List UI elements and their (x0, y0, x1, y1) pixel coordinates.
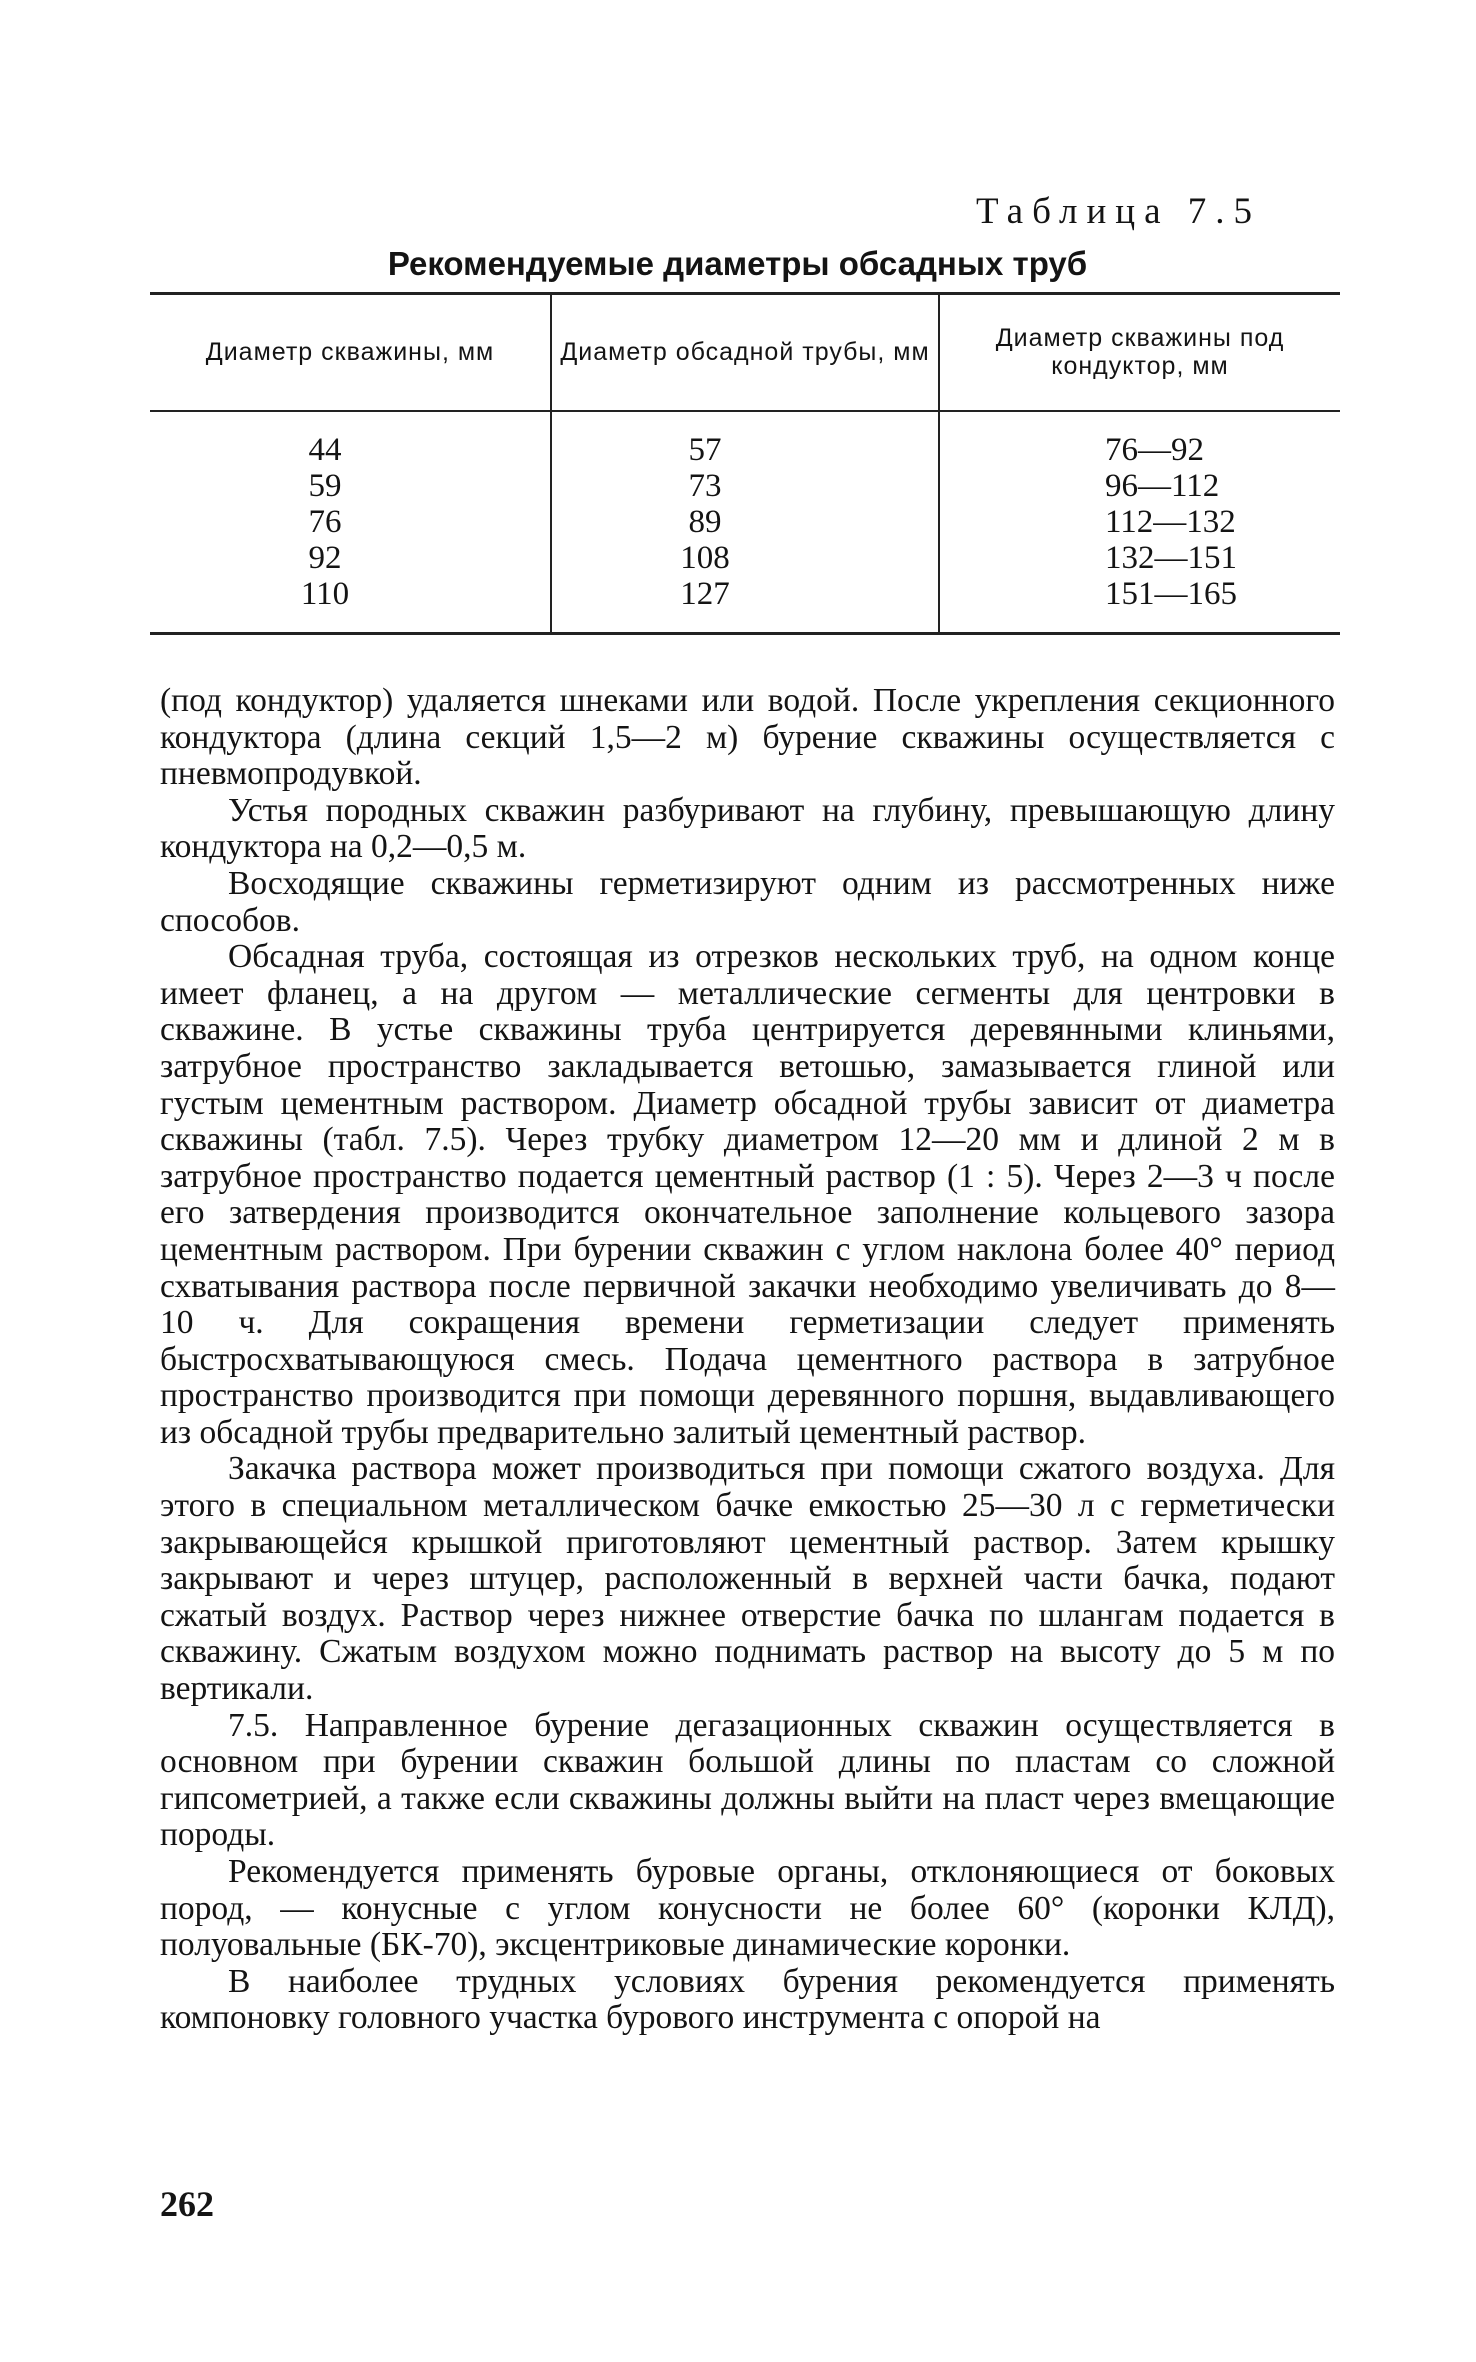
table-label: Таблица 7.5 (976, 191, 1261, 232)
paragraph: Восходящие скважины герметизируют одним из рассмотренных ниже способов. (160, 864, 1335, 939)
table-cell: 127 (680, 576, 730, 612)
paragraph: В наиболее трудных условиях бурения рекомендуется применять компоновку головного участка бурового инструмента с опорой на (160, 1962, 1335, 2037)
table-cell: 89 (688, 504, 722, 540)
paragraph: Закачка раствора может производиться при помощи сжатого воздуха. Для этого в специальном металлическом бачке емкостью 25—30 л с герметически закрывающейся крышкой приготовляют цементный раствор. Затем крышку закрывают и через штуцер, расположенный в верхней части бачка, подают сжатый воздух. Раствор через нижнее отверстие бачка по шлангам подается в скважину. Сжатым воздухом можно поднимать раствор на высоту до 5 м по вертикали. (160, 1450, 1335, 1708)
table-cell: 151—165 (1105, 576, 1237, 612)
table-title: Рекомендуемые диаметры обсадных труб (387, 245, 1088, 282)
table-cell: 73 (688, 468, 722, 504)
table-cell: 112—132 (1105, 504, 1236, 540)
table-cell: 132—151 (1105, 540, 1237, 576)
paragraph: (под кондуктор) удаляется шнеками или водой. После укрепления секционного кондуктора (длина секций 1,5—2 м) бурение скважины осуществляется с пневмопродувкой. (160, 682, 1335, 793)
table-cell: 110 (300, 576, 350, 612)
paragraph: 7.5. Направленное бурение дегазационных скважин осуществляется в основном при бурении скважин большой длины по пластам со сложной гипсометрией, а также если скважины должны выйти на пласт через вмещающие породы. (160, 1706, 1335, 1854)
header-conductor-borehole-diameter: Диаметр скважины под кондуктор, мм (995, 324, 1285, 380)
header-casing-diameter: Диаметр обсадной трубы, мм (560, 338, 930, 366)
table-cell: 92 (308, 540, 342, 576)
table-cell: 76 (308, 504, 342, 540)
table-cell: 59 (308, 468, 342, 504)
column-conductor-borehole-diameter (1105, 432, 1345, 612)
paragraph: Рекомендуется применять буровые органы, отклоняющиеся от боковых пород, — конусные с углом конусности не более 60° (коронки КЛД), полуовальные (БК-70), эксцентриковые динамические коронки. (160, 1853, 1335, 1964)
table-cell: 108 (680, 540, 730, 576)
table-cell: 76—92 (1105, 432, 1204, 468)
header-borehole-diameter: Диаметр скважины, мм (205, 338, 495, 366)
casing-diameter-table (150, 292, 1340, 637)
table-cell: 44 (308, 432, 342, 468)
column-casing-diameter (590, 432, 820, 612)
table-cell: 57 (688, 432, 722, 468)
paragraph: Обсадная труба, состоящая из отрезков нескольких труб, на одном конце имеет фланец, а на другом — металлические сегменты для центровки в скважине. В устье скважины труба центрируется деревянными клиньями, затрубное пространство закладывается ветошью, замазывается глиной или густым цементным раствором. Диаметр обсадной трубы зависит от диаметра скважины (табл. 7.5). Через трубку диаметром 12—20 мм и длиной 2 м в затрубное пространство подается цементный раствор (1 : 5). Через 2—3 ч после его затвердения производится окончательное заполнение кольцевого зазора цементным раствором. При бурении скважин с углом наклона более 40° период схватывания раствора после первичной закачки необходимо увеличивать до 8—10 ч. Для сокращения времени герметизации следует применять быстросхватывающуюся смесь. Подача цементного раствора в затрубное пространство производится при помощи деревянного поршня, выдавливающего из обсадной трубы предварительно залитый цементный раствор. (160, 938, 1335, 1451)
body-text (160, 683, 1335, 2037)
table-bottom-rule (150, 632, 1340, 635)
page-number: 262 (160, 2184, 214, 2224)
paragraph: Устья породных скважин разбуривают на глубину, превышающую длину кондуктора на 0,2—0,5 м. (160, 791, 1335, 866)
column-borehole-diameter (210, 432, 440, 612)
table-header-rule (150, 410, 1340, 412)
table-cell: 96—112 (1105, 468, 1220, 504)
